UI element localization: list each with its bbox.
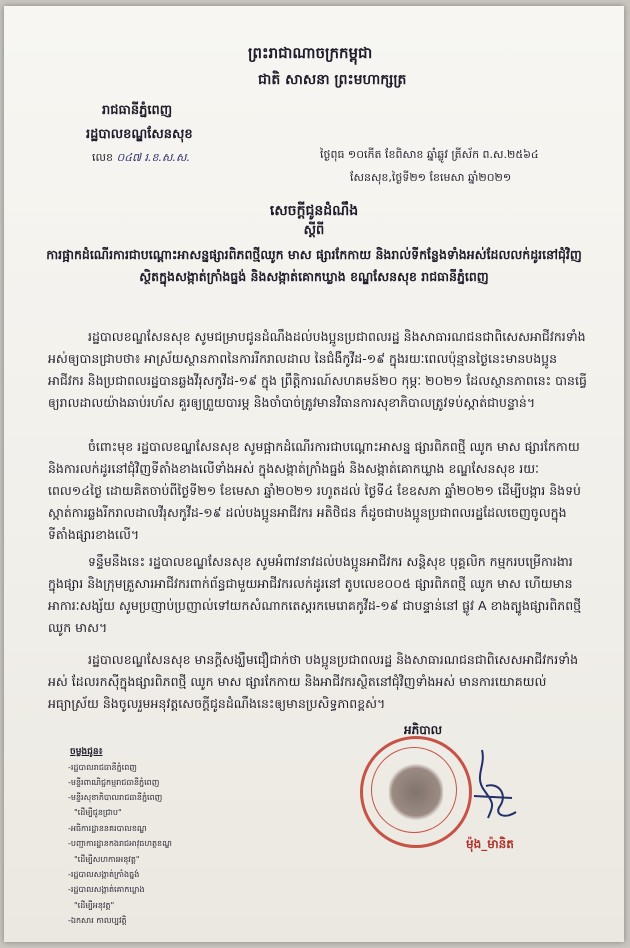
cc-item: -រដ្ឋបាលសង្កាត់ក្រាំងធ្នង់: [68, 870, 140, 879]
lunar-date: ថ្ងៃពុធ ១០កើត ខែពិសាខ ឆ្នាំឆ្លូវ ត្រីស័ក ព.ស.២៥៦៤: [320, 148, 539, 161]
cc-item: "ដើម្បីសហការអនុវត្ត": [74, 855, 140, 864]
cc-item: "ដើម្បីជូនជ្រាប": [74, 808, 122, 817]
official-seal: [360, 736, 472, 848]
cc-item: -មន្ទីរពាណិជ្ជកម្មរាជធានីភ្នំពេញ: [68, 778, 160, 787]
notice-title: សេចក្តីជូនដំណឹង: [269, 203, 359, 219]
reference-handwritten: ០៤៧ រ.ខ.ស.ស.: [116, 151, 190, 164]
cc-item: -អធិការដ្ឋាននគរបាលខណ្ឌ: [68, 824, 147, 833]
handwritten-signature: [464, 746, 524, 826]
kingdom-heading: ព្រះរាជាណាចក្រកម្ពុជា: [248, 44, 373, 62]
cc-item: -មន្ទីរសុខាភិបាលរាជធានីភ្នំពេញ: [68, 793, 163, 802]
issuing-office: រដ្ឋបាលខណ្ឌសែនសុខ: [86, 127, 193, 142]
cc-item: -ឯកសារ កាលប្បវត្តិ: [68, 916, 127, 925]
capital-name: រាជធានីភ្នំពេញ: [102, 103, 173, 118]
reference-prefix: លេខ: [92, 151, 113, 164]
cc-item: -រដ្ឋបាលរាជធានីភ្នំពេញ: [68, 763, 137, 772]
notice-subject: ការផ្អាកដំណើរការជាបណ្តោះអាសន្នផ្សារពិភពថ្មីឈូក មាស ផ្សារកែកាយ និងរាល់ទីកន្លែងទាំងអស់ដែលលក់ដូរនៅជុំវិញ ស្ថិតក្នុងសង្កាត់ក្រាំងធ្នង់ និងសង្កាត់គោកឃ្លាង ខណ្ឌសែនសុខ រាជធានីភ្នំពេញ: [46, 247, 582, 284]
notice-subtitle: ស្តីពី: [303, 223, 325, 238]
reference-number: [92, 151, 190, 167]
document-page: [4, 6, 624, 942]
signatory-name: ម៉ុង_ម៉ានិត: [466, 837, 514, 851]
signatory-title: អភិបាល: [404, 723, 443, 737]
national-motto: ជាតិ សាសនា ព្រះមហាក្សត្រ: [258, 72, 407, 88]
cc-item: -បញ្ជាការដ្ឋានកងរាជអាវុធហត្ថខណ្ឌ: [68, 839, 172, 848]
paragraph-2: ចំពោះមុខ រដ្ឋបាលខណ្ឌសែនសុខ សូមផ្អាកដំណើរការជាបណ្តោះអាសន្ន ផ្សារពិភពថ្មី ឈូក មាស ផ្សារកែកាយ និងការលក់ដូរនៅជុំវិញទីតាំងខាងលើទាំងអស់ ក្នុងសង្កាត់ក្រាំងធ្នង់ និងសង្កាត់គោកឃ្លាង ខណ្ឌសែនសុខ រយៈពេល១៤ថ្ងៃ ដោយគិតចាប់ពីថ្ងៃទី២១ ខែមេសា ឆ្នាំ២០២១ រហូតដល់ ថ្ងៃទី៤ ខែឧសភា ឆ្នាំ២០២១ ដើម្បីបង្ការ និងទប់ស្កាត់ការឆ្លងរីករាលដាលវីរុសកូវីដ-១៩ ដល់បងប្អូនអាជីវករ អតិថិជន ក៏ដូចជាបងប្អូនប្រជាពលរដ្ឋដែលចេញចូលក្នុងទីតាំងផ្សារខាងលើ។: [48, 439, 581, 542]
solar-date: សែនសុខ,ថ្ងៃទី២១ ខែមេសា ឆ្នាំ២០២១: [350, 171, 512, 184]
cc-heading: ចម្លងជូន៖: [70, 747, 103, 757]
paragraph-4: រដ្ឋបាលខណ្ឌសែនសុខ មានក្តីសង្ឃឹមជឿជាក់ថា បងប្អូនប្រជាពលរដ្ឋ និងសាធារណជនជាពិសេសអាជីវករទាំងអស់ ដែលរកស៊ីក្នុងផ្សារពិភពថ្មី ឈូក មាស ផ្សារកែកាយ និងអាជីវករស្ថិតនៅជុំវិញទាំងអស់ មានការយោគយល់ អធ្យាស្រ័យ និងចូលរួមអនុវត្តសេចក្តីជូនដំណឹងនេះឲ្យមានប្រសិទ្ធភាពខ្ពស់។: [48, 652, 579, 711]
paragraph-1: រដ្ឋបាលខណ្ឌសែនសុខ សូមជម្រាបជូនដំណឹងដល់បងប្អូនប្រជាពលរដ្ឋ និងសាធារណជនជាពិសេសអាជីវករទាំងអស់ឲ្យបានជ្រាបថា៖ អាស្រ័យស្ថានភាពនៃការរីករាលដាល នៃជំងឺកូវីដ-១៩ ក្នុងរយៈពេលប៉ុន្មានថ្ងៃនេះមានបងប្អូនអាជីវករ និងប្រជាពលរដ្ឋបានឆ្លងវីរុសកូវីដ-១៩ ក្នុង ព្រឹត្តិការណ៍សហគមន៍២០ កុម្ភៈ ២០២១ ដែលស្ថានភាពនេះ បានធ្វើឲ្យរាលដាលយ៉ាងឆាប់រហ័ស គួរឲ្យព្រួយបារម្ភ និងចាំបាច់ត្រូវមានវិធានការសុខាភិបាលត្រូវទប់ស្កាត់ជាបន្ទាន់។: [48, 329, 587, 410]
cc-item: -រដ្ឋបាលសង្កាត់គោកឃ្លាង: [68, 885, 145, 894]
paragraph-3: ទន្ទឹមនឹងនេះ រដ្ឋបាលខណ្ឌសែនសុខ សូមអំពាវនាវដល់បងប្អូនអាជីវករ សន្តិសុខ បុគ្គលិក កម្មករបម្រើការងារក្នុងផ្សារ និងក្រុមគ្រួសារអាជីវករពាក់ព័ន្ធជាមួយអាជីវករលក់ដូរនៅ តូបលេខ០០៥ ផ្សារពិភពថ្មី ឈូក មាស ហើយមានអាការៈសង្ស័យ សូមប្រញាប់ប្រញាល់ទៅយកសំណាកតេស្តរកមេរោគកូវីដ-១៩ ជាបន្ទាន់នៅ ផ្លូវ A ខាងត្បូងផ្សារពិភពថ្មី ឈូក មាស។: [48, 554, 582, 635]
cc-item: "ដើម្បីអនុវត្ត": [74, 901, 115, 910]
